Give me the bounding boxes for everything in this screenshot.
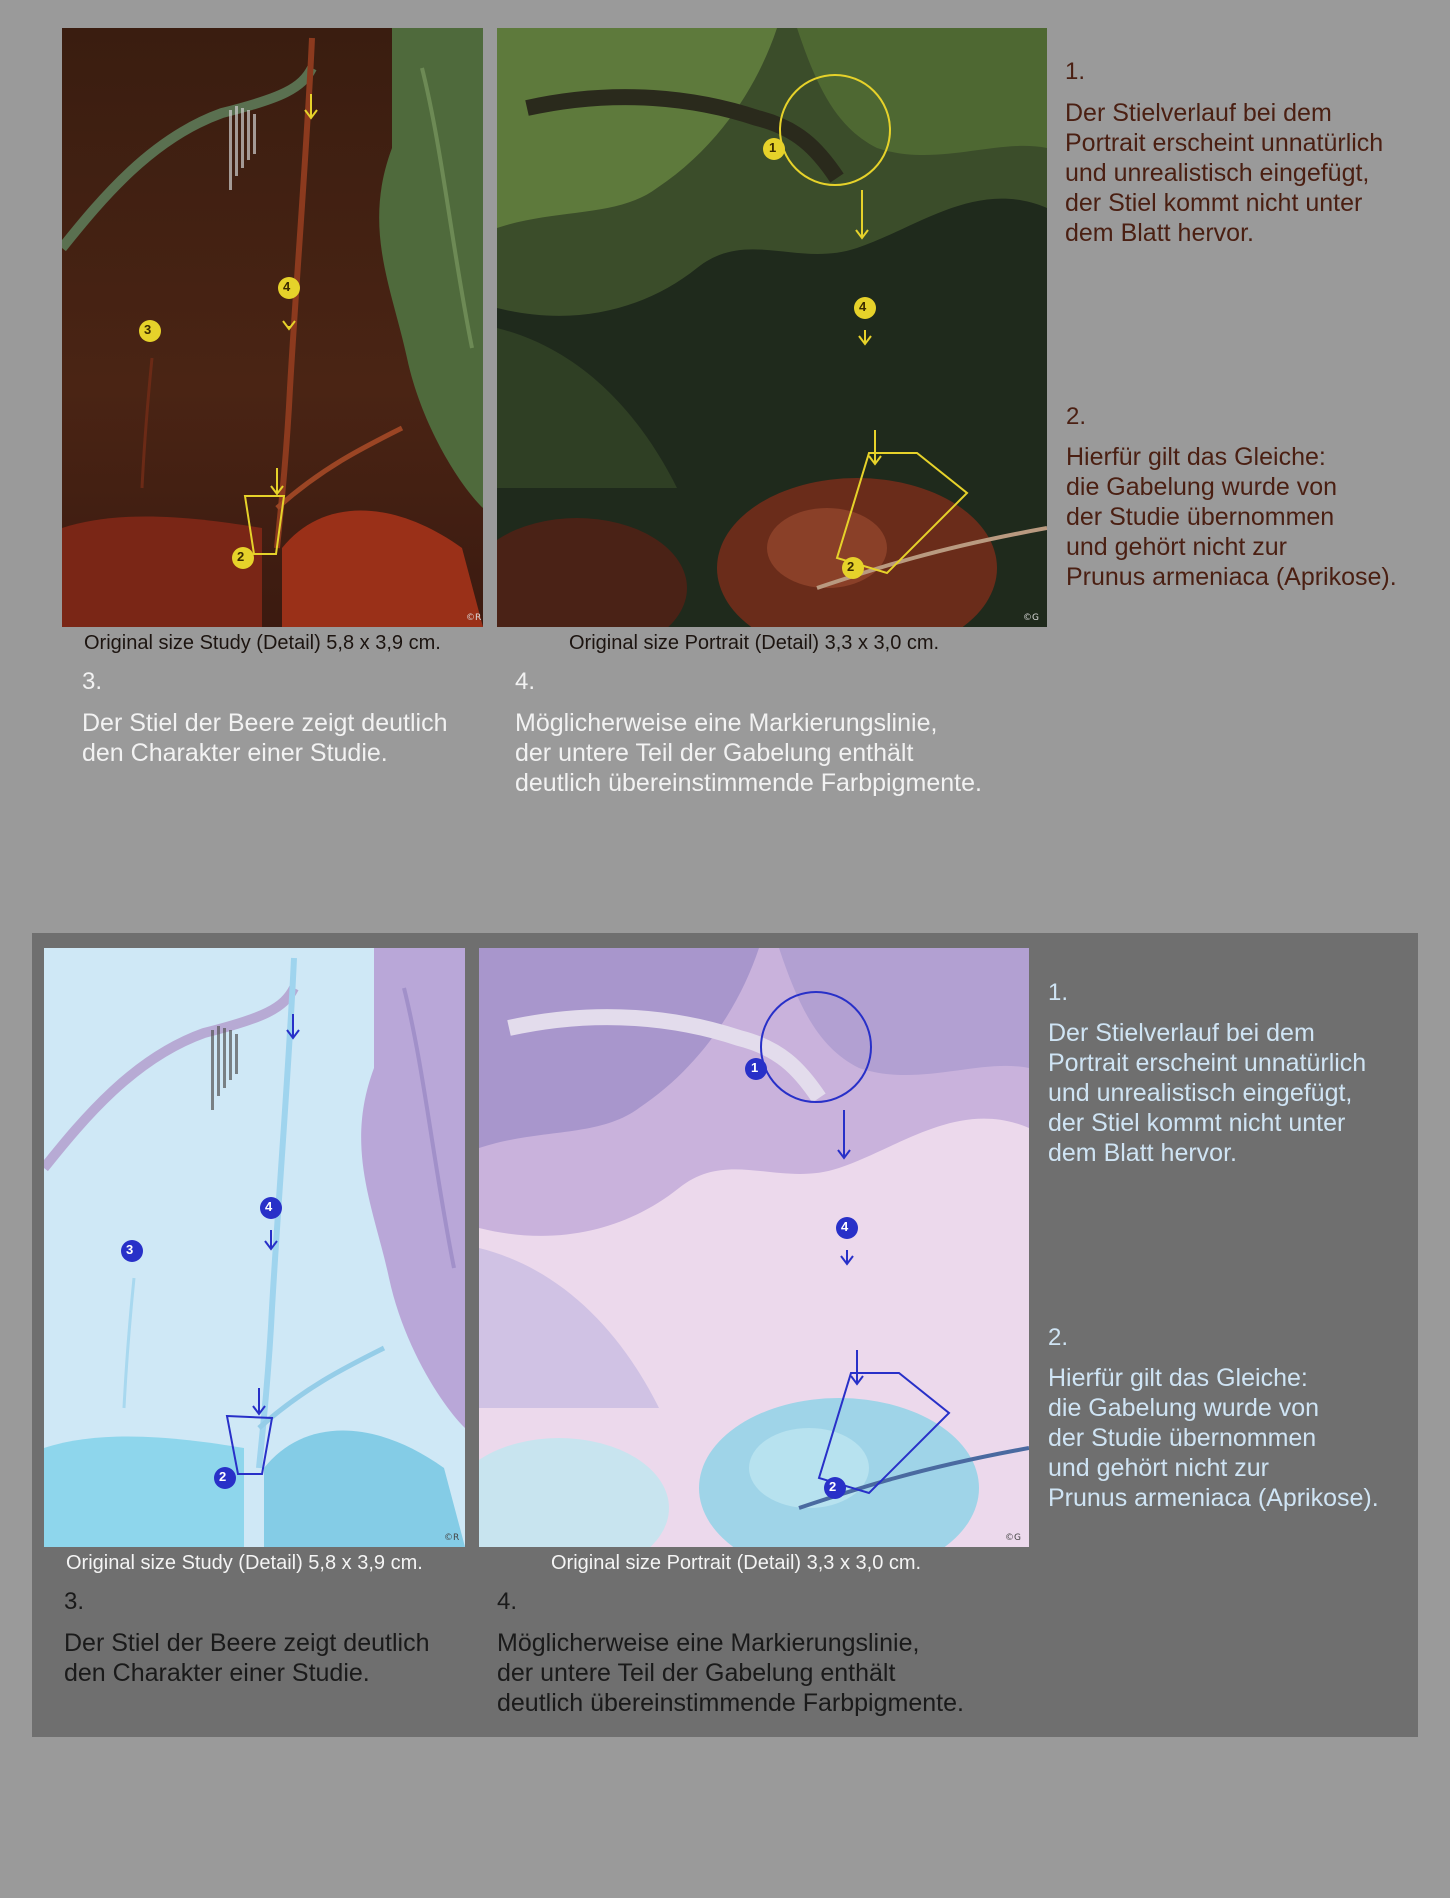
top-marker-label-3-study: 3 <box>144 322 152 337</box>
bottom-portrait-caption: Original size Portrait (Detail) 3,3 x 3,0 cm. <box>551 1552 922 1574</box>
bottom-note-2-text: Hierfür gilt das Gleiche: die Gabelung wurde von der Studie übernommen und gehört nicht zur Prunus armeniaca (Aprikose). <box>1048 1364 1379 1512</box>
bottom-marker-label-2-portrait: 2 <box>829 1479 837 1494</box>
bottom-study-caption: Original size Study (Detail) 5,8 x 3,9 cm. <box>66 1552 423 1574</box>
top-study-image <box>62 28 483 627</box>
bottom-marker-label-2-study: 2 <box>219 1469 227 1484</box>
top-note-2-number: 2. <box>1066 403 1087 430</box>
bottom-marker-label-4-study: 4 <box>265 1199 273 1214</box>
top-note-4-number: 4. <box>515 668 536 695</box>
top-note-2-text: Hierfür gilt das Gleiche: die Gabelung wurde von der Studie übernommen und gehört nicht zur Prunus armeniaca (Aprikose). <box>1066 443 1397 591</box>
bottom-marker-label-1-portrait: 1 <box>751 1060 759 1075</box>
top-note-1-text: Der Stielverlauf bei dem Portrait erscheint unnatürlich und unrealistisch eingefügt, der Stiel kommt nicht unter dem Blatt hervor. <box>1065 99 1384 247</box>
bottom-marker-label-4-portrait: 4 <box>841 1219 849 1234</box>
top-note-3-text: Der Stiel der Beere zeigt deutlich den Charakter einer Studie. <box>82 709 448 767</box>
bottom-note-1-number: 1. <box>1048 979 1069 1006</box>
top-note-3-number: 3. <box>82 668 103 695</box>
bottom-note-3-text: Der Stiel der Beere zeigt deutlich den Charakter einer Studie. <box>64 1629 430 1687</box>
bottom-note-1-text: Der Stielverlauf bei dem Portrait erscheint unnatürlich und unrealistisch eingefügt, der Stiel kommt nicht unter dem Blatt hervor. <box>1048 1019 1367 1167</box>
bottom-portrait-copyright: ©G <box>1005 1533 1021 1543</box>
top-marker-label-2-study: 2 <box>237 549 245 564</box>
top-study-caption: Original size Study (Detail) 5,8 x 3,9 cm. <box>84 632 441 654</box>
top-portrait-image <box>497 28 1047 627</box>
top-portrait-copyright: ©G <box>1023 613 1039 623</box>
bottom-portrait-image <box>479 948 1029 1547</box>
bottom-marker-label-3-study: 3 <box>126 1242 134 1257</box>
bottom-note-4-number: 4. <box>497 1588 518 1615</box>
top-study-copyright: ©R <box>466 613 482 623</box>
top-note-1-number: 1. <box>1065 58 1086 85</box>
bottom-study-copyright: ©R <box>444 1533 460 1543</box>
bottom-note-3-number: 3. <box>64 1588 85 1615</box>
bottom-study-image <box>44 948 465 1547</box>
top-marker-label-4-study: 4 <box>283 279 291 294</box>
bottom-note-4-text: Möglicherweise eine Markierungslinie, der untere Teil der Gabelung enthält deutlich übereinstimmende Farbpigmente. <box>497 1629 964 1717</box>
top-marker-label-4-portrait: 4 <box>859 299 867 314</box>
top-marker-label-2-portrait: 2 <box>847 559 855 574</box>
top-note-4-text: Möglicherweise eine Markierungslinie, der untere Teil der Gabelung enthält deutlich übereinstimmende Farbpigmente. <box>515 709 982 797</box>
top-portrait-caption: Original size Portrait (Detail) 3,3 x 3,0 cm. <box>569 632 940 654</box>
top-marker-label-1-portrait: 1 <box>769 140 777 155</box>
bottom-note-2-number: 2. <box>1048 1324 1069 1351</box>
